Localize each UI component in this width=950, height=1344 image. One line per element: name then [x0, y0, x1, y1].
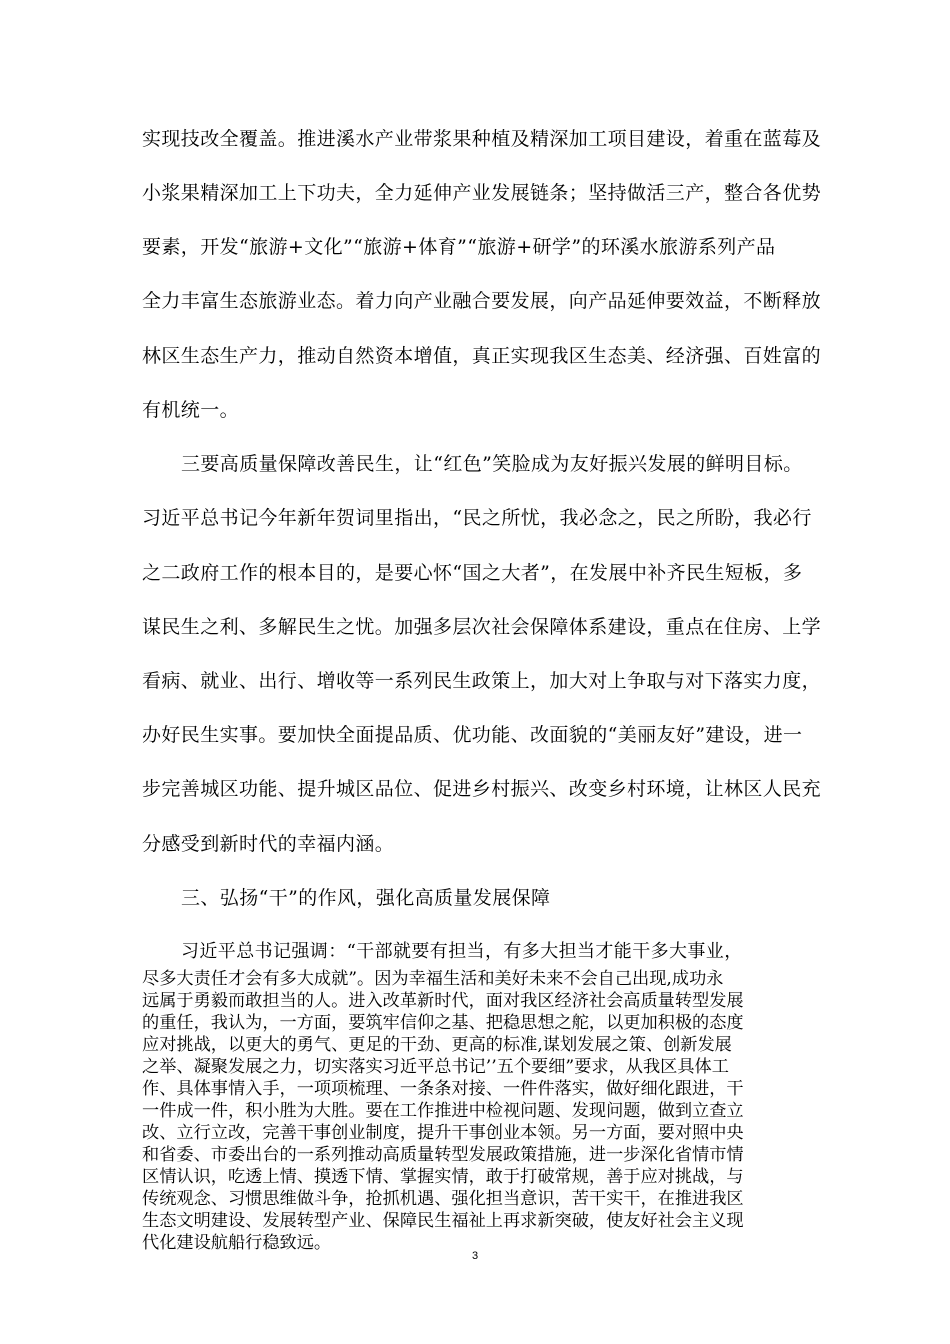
- tight-paragraph: [142, 968, 827, 1254]
- paragraph-line: 全力丰富生态旅游业态。着力向产业融合要发展，向产品延伸要效益，不断释放: [142, 290, 822, 312]
- paragraph-line: 习近平总书记强调：“干部就要有担当，有多大担当才能干多大事业，: [181, 941, 743, 962]
- paragraph-line: 尽多大责任才会有多大成就”。因为幸福生活和美好未来不会自己出现,成功永: [142, 969, 724, 989]
- paragraph-line: 作、具体事情入手，一项项梳理、一条条对接、一件件落实，做好细化跟进，干: [142, 1079, 744, 1099]
- paragraph-line: 有机统一。: [142, 399, 240, 421]
- paragraph-line: 实现技改全覆盖。推进溪水产业带浆果种植及精深加工项目建设，着重在蓝莓及: [142, 128, 822, 150]
- paragraph-line: 改、立行立改，完善干事创业制度，提升干事创业本领。另一方面，要对照中央: [142, 1123, 744, 1143]
- paragraph-line: 代化建设航船行稳致远。: [142, 1233, 332, 1253]
- paragraph-line: 生态文明建设、发展转型产业、保障民生福祉上再求新突破，使友好社会主义现: [142, 1211, 744, 1231]
- paragraph-line: 办好民生实事。要加快全面提品质、优功能、改面貌的“美丽友好”建设，进一: [142, 724, 803, 746]
- section-heading: 三、弘扬“干”的作风，强化高质量发展保障: [181, 887, 551, 909]
- paragraph-line: 三要高质量保障改善民生，让“红色”笑脸成为友好振兴发展的鲜明目标。: [181, 453, 803, 475]
- paragraph-line: 传统观念、习惯思维做斗争，抢抓机遇、强化担当意识，苦干实干，在推进我区: [142, 1189, 744, 1209]
- paragraph-line: 林区生态生产力，推动自然资本增值，真正实现我区生态美、经济强、百姓富的: [142, 345, 822, 367]
- paragraph-line: 和省委、市委出台的一系列推动高质量转型发展政策措施，进一步深化省情市情: [142, 1145, 744, 1165]
- paragraph-line: 区情认识，吃透上情、摸透下情、掌握实情，敢于打破常规，善于应对挑战，与: [142, 1167, 744, 1187]
- paragraph-line: 看病、就业、出行、增收等一系列民生政策上，加大对上争取与对下落实力度，: [142, 670, 822, 692]
- paragraph-line: 步完善城区功能、提升城区品位、促进乡村振兴、改变乡村环境，让林区人民充: [142, 778, 822, 800]
- paragraph-line: 远属于勇毅而敢担当的人。进入改革新时代，面对我区经济社会高质量转型发展: [142, 991, 744, 1011]
- paragraph-line: 小浆果精深加工上下功夫，全力延伸产业发展链条；坚持做活三产，整合各优势: [142, 182, 822, 204]
- paragraph-line: 的重任，我认为，一方面，要筑牢信仰之基、把稳思想之舵，以更加积极的态度: [142, 1013, 744, 1033]
- paragraph-line: 应对挑战，以更大的勇气、更足的干劲、更高的标准,谋划发展之策、创新发展: [142, 1035, 732, 1055]
- paragraph-line: 要素，开发“旅游+文化”“旅游+体育”“旅游+研学”的环溪水旅游系列产品: [142, 236, 776, 258]
- paragraph-line: 谋民生之利、多解民生之忧。加强多层次社会保障体系建设，重点在住房、上学: [142, 616, 822, 638]
- page-number: 3: [471, 1250, 479, 1262]
- paragraph-line: 一件成一件，积小胜为大胜。要在工作推进中检视问题、发现问题，做到立查立: [142, 1101, 744, 1121]
- paragraph-line: 习近平总书记今年新年贺词里指出，“民之所忧，我必念之，民之所盼，我必行: [142, 507, 812, 529]
- paragraph-line: 之举、凝聚发展之力，切实落实习近平总书记’’五个要细”要求，从我区具体工: [142, 1057, 729, 1077]
- paragraph-line: 之二政府工作的根本目的，是要心怀“国之大者”，在发展中补齐民生短板，多: [142, 562, 803, 584]
- paragraph-line: 分感受到新时代的幸福内涵。: [142, 833, 395, 855]
